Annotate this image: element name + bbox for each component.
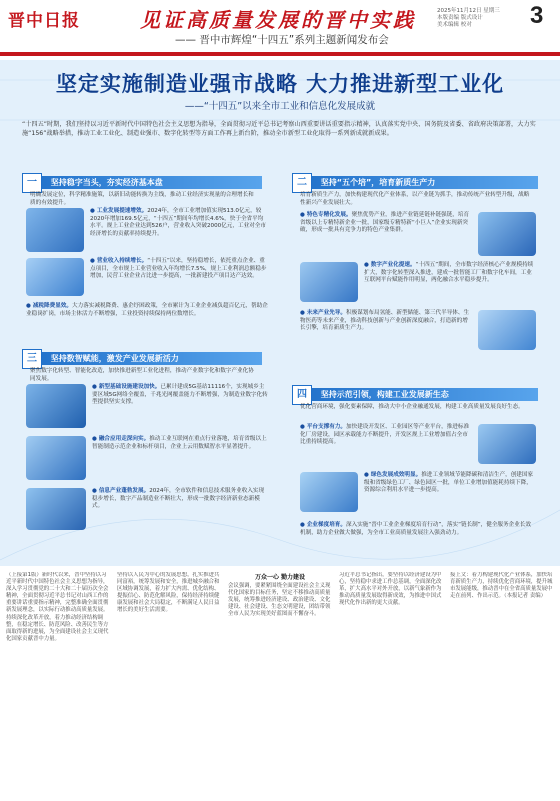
factory-illustration	[26, 208, 84, 252]
masthead	[0, 0, 560, 58]
section-3-title: 坚持数智赋能，激发产业发展新活力	[50, 354, 179, 363]
article-column-4: 习近平总书记指出，要坚持以经济建设为中心，坚持稳中求进工作总基调，全面深化改革，扩大高水平对外开放，以新气象新作为推动高质量发展取得新成效，为推进中国式现代化作出新的更大贡献。	[339, 572, 442, 607]
digital-factory-illustration	[300, 262, 358, 302]
section-2-para-1: ● 特色专精化发展。聚焦优势产业，推进产业链延链补链强链，培育省级以上专精特新企业一批，国家级专精特新“小巨人”企业实现新突破，形成一批具有竞争力的特色产业集群。	[300, 212, 470, 233]
headline-subtitle: ——“十四五”以来全市工业和信息化发展成就	[184, 101, 376, 112]
issue-meta: 2025年11月12日 星期三 本版责编 版式设计 美术编辑 校对	[437, 8, 500, 28]
section-2-intro: 培育新质生产力，加快构建现代化产业体系，以产业链为抓手，推动传统产业转型升级，战略性新兴产业发展壮大。	[300, 192, 530, 206]
section-4-title: 坚持示范引领，构建工业发展新生态	[320, 390, 449, 399]
section-1-number: 一	[22, 173, 42, 193]
section-1-header	[22, 176, 262, 189]
section-1-para-1: ● 工业发展提速增效。2024年，全市工业增加值实现513.0亿元，较2020年增加169.5亿元，“十四五”期间年均增长4.6%，快于全省平均水平。规上工业企业达到526户，营业收入突破2000亿元，工业对全市经济增长的贡献率持续提升。	[90, 208, 266, 237]
masthead-divider	[0, 52, 560, 56]
section-2-title: 坚持“五个培”，培育新质生产力	[320, 178, 436, 187]
section-2-number: 二	[292, 173, 312, 193]
footer-article	[6, 572, 554, 798]
smart-city-illustration	[26, 436, 86, 480]
series-subhead: —— 晋中市辉煌“十四五”系列主题新闻发布会	[175, 34, 389, 46]
article-column-5: 接上文：着力构建现代化产业体系，加快培育新质生产力，持续优化营商环境，提升城市发展能级，推动晋中在全省高质量发展中走在前列、作出示范。（本报记者 责编）	[450, 572, 553, 600]
article-subheading: 万众一心 勠力建设	[254, 574, 306, 581]
section-1-para-3: ● 减税降费显效。大力落实减税降费、惠企纾困政策，全市累计为工业企业减负超百亿元，帮助企业稳岗扩岗，市场主体活力不断增强，工业投资持续保持两位数增长。	[26, 303, 268, 317]
section-2-para-3: ● 未来产业先导。积极谋划布局氢能、新型储能、第三代半导体、生物医药等未来产业，推动科技创新与产业创新深度融合，打造新的增长引擎，培育新质生产力。	[300, 310, 470, 331]
page-number: 3	[530, 2, 544, 29]
section-4-number: 四	[292, 385, 312, 405]
article-column-2: 坚持以人民为中心的发展思想，扎实推进共同富裕，统筹发展和安全，推进城乡融合和区域协调发展，着力扩大内需、优化结构、提振信心、防范化解风险，保持经济持续健康发展和社会大局稳定，不断满足人民日益增长的美好生活需要。	[117, 572, 220, 614]
industry-illustration	[26, 258, 84, 296]
section-4-para-1: ● 平台支撑有力。加快建设开发区、工业园区等产业平台，推进标准化厂房建设，园区承载能力不断提升，开发区规上工业增加值占全市比重持续提高。	[300, 424, 470, 445]
green-factory-illustration	[300, 472, 358, 512]
section-2-header	[292, 176, 538, 189]
headline-title: 坚定实施制造业强市战略 大力推进新型工业化	[55, 72, 505, 96]
section-2-para-2: ● 数字产业化提速。“十四五”期间，全市数字经济核心产业规模持续扩大，数字化转型深入推进，建成一批智能工厂和数字化车间，工业互联网平台赋能作用明显，两化融合水平稳步提升。	[364, 262, 534, 283]
industrial-park-illustration	[478, 424, 536, 464]
production-line-illustration	[478, 212, 536, 256]
article-column-1: （上接第1版）新时代以来，晋中坚持以习近平新时代中国特色社会主义思想为指导，深入学习贯彻党的二十大和二十届历次全会精神，全面贯彻习近平总书记对山西工作的重要讲话重要指示精神，完整准确全面贯彻新发展理念，以实际行动推动高质量发展。持续深化改革开放，着力推动经济结构调整，在稳定增长、防范风险、改善民生等方面取得新的进展，为全面建设社会主义现代化国家贡献晋中力量。	[6, 572, 109, 642]
section-3-para-2: ● 融合应用走深向实。推动工业互联网在重点行业落地，培育省级以上智能制造示范企业和标杆项目，企业上云用数赋智水平显著提升。	[92, 436, 267, 450]
section-3-intro: 聚焦数字化转型、智能化改造，加快推进新型工业化进程，推动产业数字化和数字产业化协同发展。	[30, 368, 254, 382]
information-industry-illustration	[26, 488, 86, 530]
intro-paragraph: “十四五”时期，我们坚持以习近平新时代中国特色社会主义思想为指导，全面贯彻习近平总书记考察山西重要讲话重要指示精神，认真落实党中央、国务院及省委、省政府决策部署，大力实施“156”战略举措，推动工业工业化、制造业强市、数字化转型等方面工作再上新台阶，推动全市新型工业化取得一系列新成就新成果。	[22, 121, 536, 137]
section-4-para-3: ● 企业梯度培育。深入实施“晋中工业企业梯度培育行动”，落实“链长制”，健全服务企业长效机制，助力企业做大做强，为全市工业高质量发展注入强劲动力。	[300, 522, 531, 536]
section-1-para-2: ● 营业收入持续增长。“十四五”以来，坚持稳增长，依托重点企业、重点项目，全市规上工业营业收入年均增长7.5%，规上工业利润总额稳步增加，民营工业企业占比进一步提高，一批新建投产项目达产达效。	[90, 258, 267, 279]
section-4-intro: 优化营商环境，强化要素保障，推动大中小企业融通发展，构建工业高质量发展良好生态。	[300, 404, 524, 410]
section-4-header	[292, 388, 538, 401]
future-industry-illustration	[478, 310, 536, 350]
slogan: 见证高质量发展的晋中实践	[140, 8, 416, 32]
section-4-para-2: ● 绿色发展成效明显。推进工业领域节能降碳和清洁生产，创建国家级和省级绿色工厂、绿色园区一批，单位工业增加值能耗持续下降，资源综合利用水平进一步提高。	[364, 472, 534, 493]
section-3-number: 三	[22, 349, 42, 369]
section-1-title: 坚持稳字当头，夯实经济基本盘	[50, 178, 163, 187]
network-tower-illustration	[26, 384, 86, 428]
section-3-para-3: ● 信息产业蓬勃发展。2024年，全市软件和信息技术服务业收入实现稳步增长，数字产品制造业不断壮大，形成一批数字经济新业态新模式。	[92, 488, 265, 509]
section-3-header	[22, 352, 262, 365]
article-column-3: 万众一心 勠力建设 会议强调，要紧紧围绕全面建设社会主义现代化国家的目标任务，坚定不移推动高质量发展，统筹推进经济建设、政治建设、文化建设、社会建设、生态文明建设，团结带领全市人民为实现美好蓝图而不懈奋斗。	[228, 574, 331, 618]
section-3-para-1: ● 新型基础设施建设加快。已累计建成5G基站11116个，实现城乡主要区域5G网络全覆盖，千兆光网覆盖能力不断增强，为制造业数字化转型提供坚实支撑。	[92, 384, 268, 405]
newspaper-logo: 晋中日报	[8, 11, 80, 31]
section-1-intro: 明确发展定位，科学精准施策，以新旧动能转换为主线，推动工业经济实现量的合理增长和质的有效提升。	[30, 192, 254, 206]
